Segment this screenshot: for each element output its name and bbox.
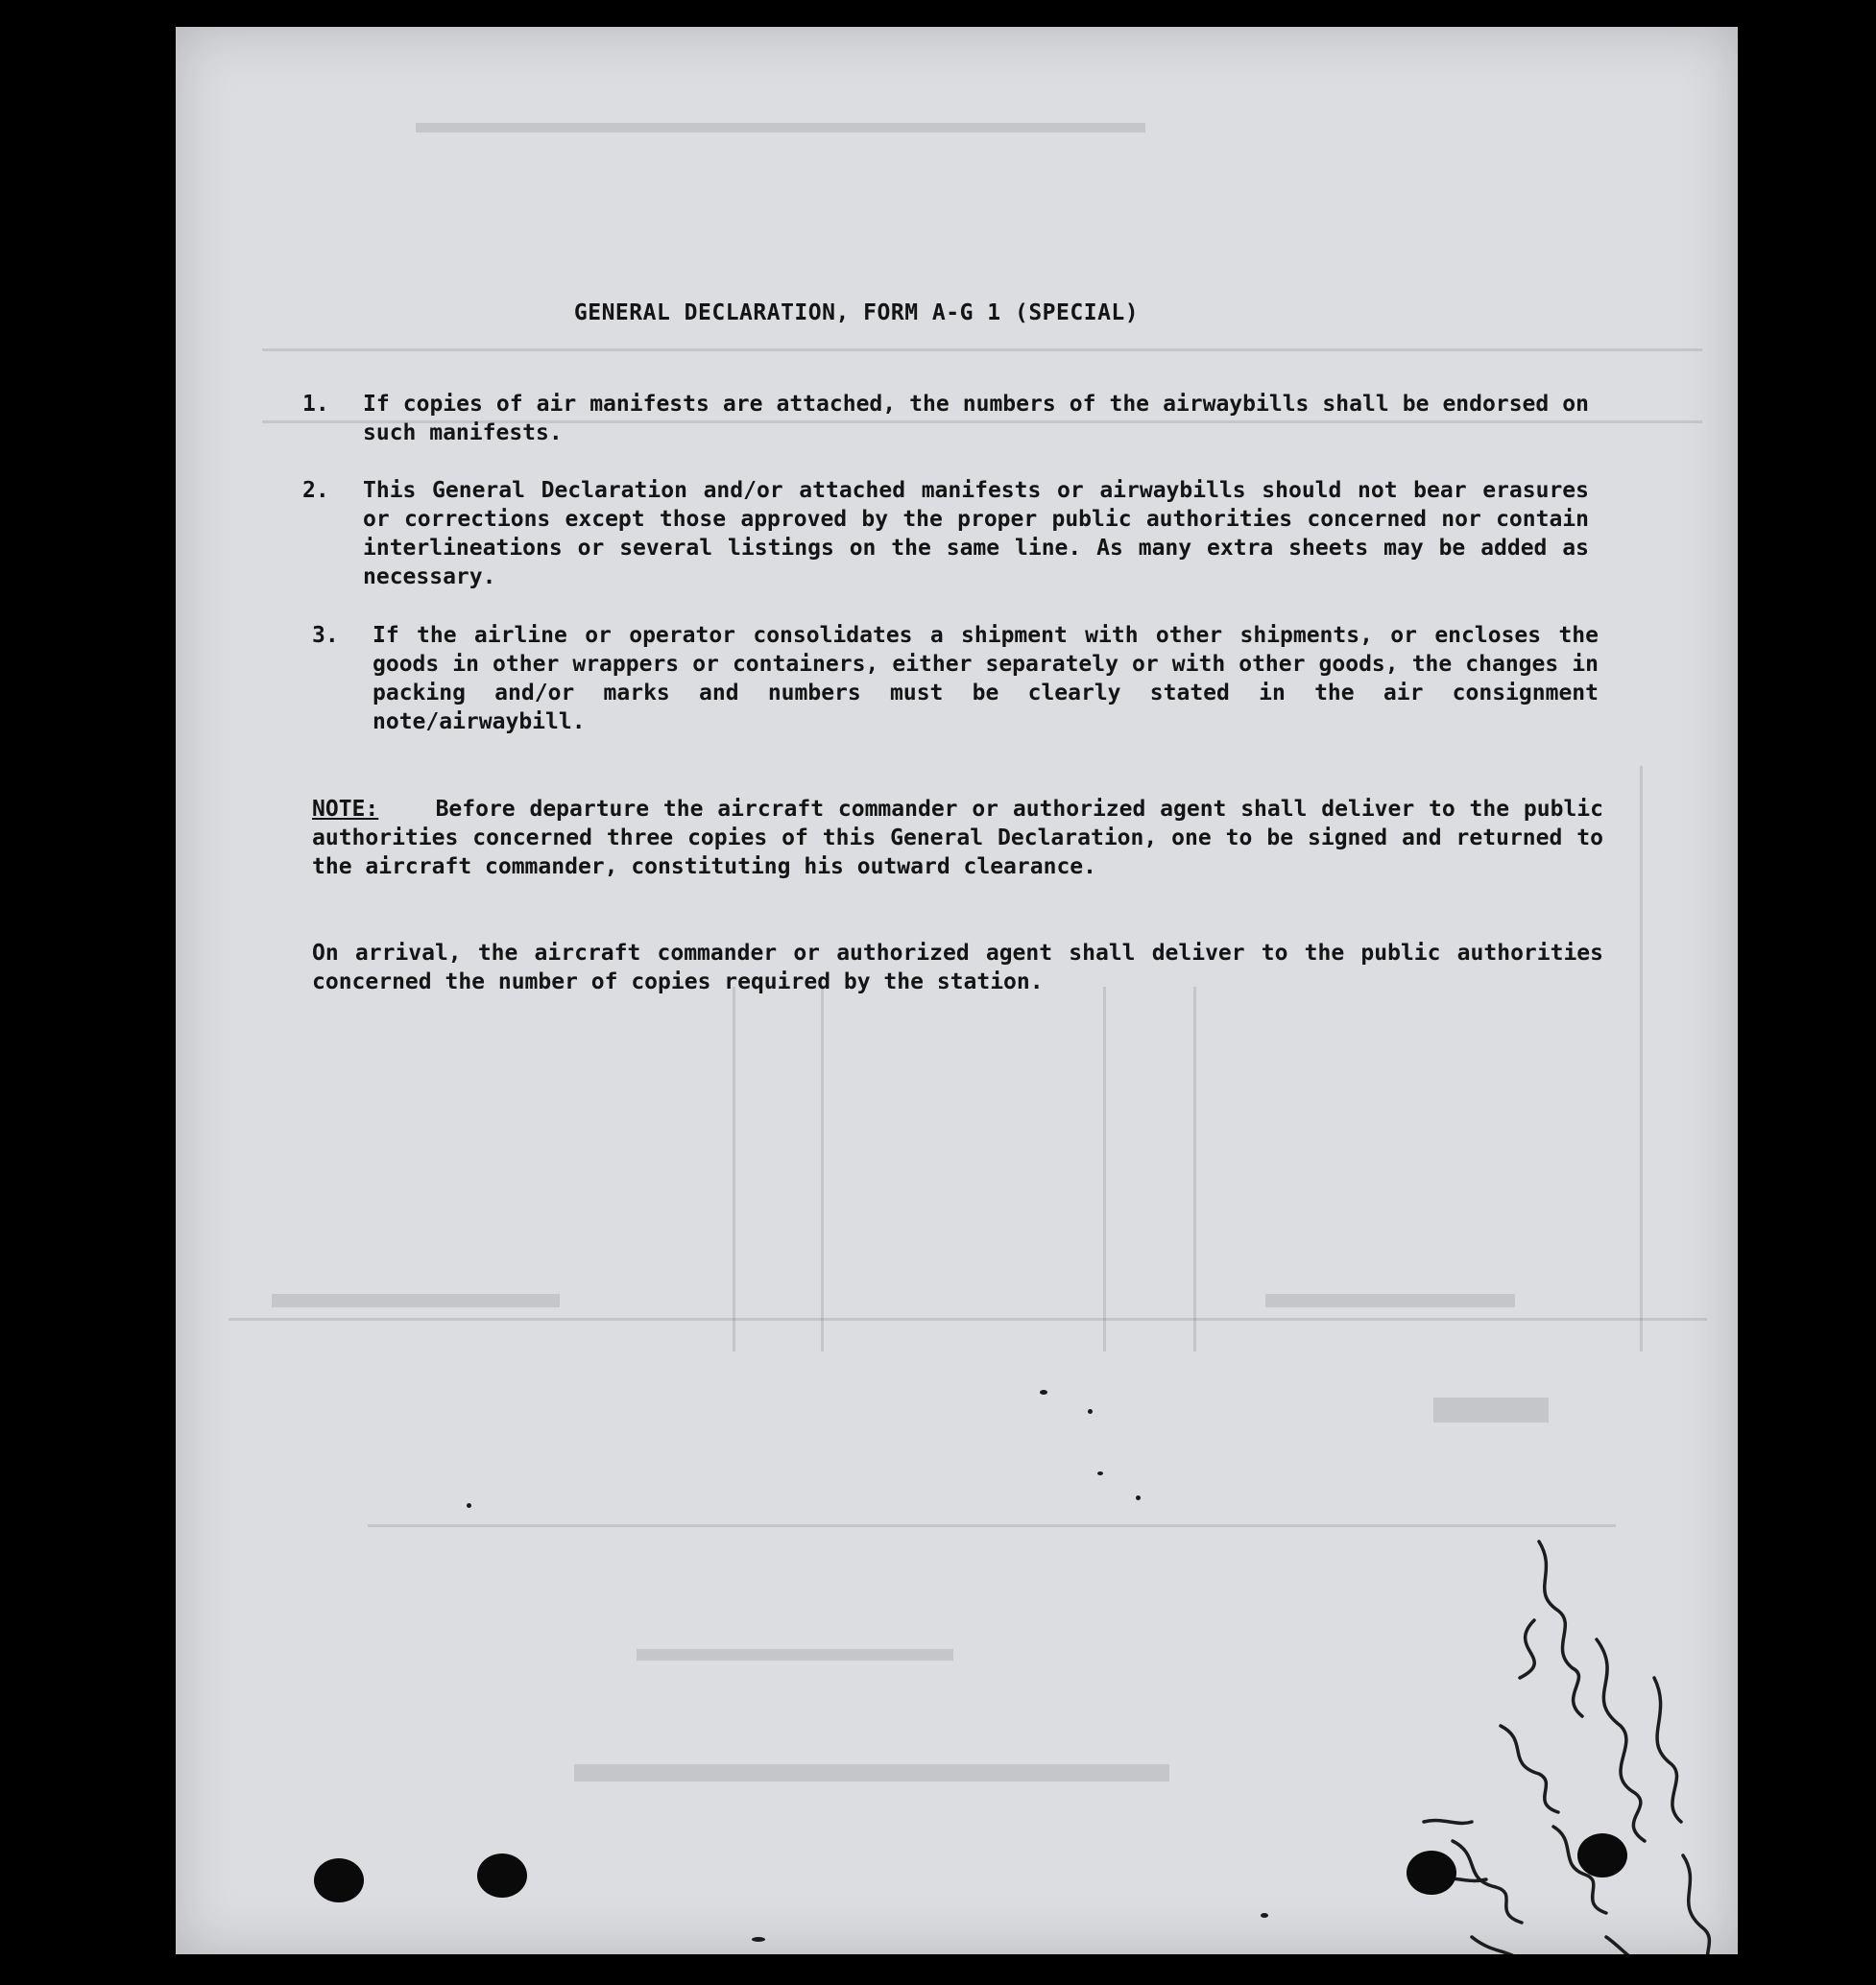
instruction-item-1 <box>302 390 1589 447</box>
instruction-item-2 <box>302 476 1589 591</box>
item-number: 3. <box>312 623 339 648</box>
punch-hole <box>1407 1851 1456 1895</box>
item-text: If the airline or operator consolidates a shipment with other shipments, or encloses the goods in other wrappers or containers, either separately or with other goods, the changes in packing and/or marks and numbers must be clearly stated in the air consignment note/airwaybill. <box>373 623 1599 734</box>
punch-hole <box>477 1853 527 1898</box>
punch-hole <box>1577 1833 1627 1877</box>
note-text: Before departure the aircraft commander or authorized agent shall deliver to the public authorities concerned three copies of this General Declaration, one to be signed and returned to the aircraft commander, constituting his outward clearance. <box>312 797 1603 879</box>
item-text: This General Declaration and/or attached manifests or airwaybills should not bear erasures or corrections except those approved by the proper public authorities concerned nor contain interlineations or several listings on the same line. As many extra sheets may be added as necessary. <box>363 478 1589 589</box>
punch-hole <box>314 1858 364 1902</box>
note-label: NOTE: <box>312 797 379 822</box>
instruction-item-3 <box>312 621 1599 736</box>
item-text: If copies of air manifests are attached, the numbers of the airwaybills shall be endorsed on such manifests. <box>363 392 1589 445</box>
arrival-note: On arrival, the aircraft commander or authorized agent shall deliver to the public authorities concerned the number of copies required by the station. <box>312 941 1603 994</box>
document-title: GENERAL DECLARATION, FORM A-G 1 (SPECIAL) <box>573 300 1140 325</box>
document-page <box>176 27 1738 1954</box>
item-number: 2. <box>302 478 329 503</box>
item-number: 1. <box>302 392 329 417</box>
handwritten-signatures <box>1414 1534 1738 1954</box>
departure-note <box>312 795 1603 881</box>
